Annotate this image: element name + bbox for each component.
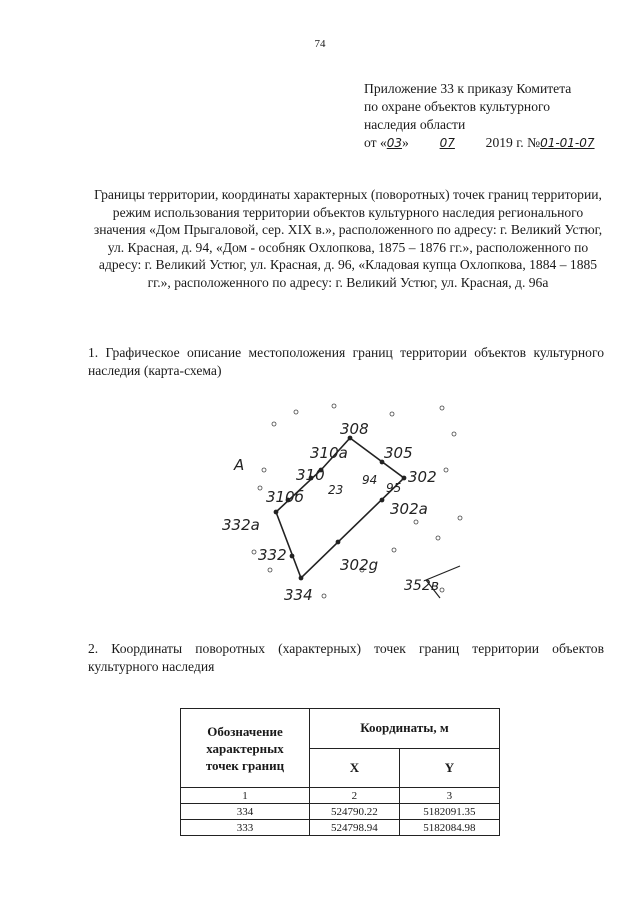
appendix-line-2: по охране объектов культурного (364, 99, 551, 114)
point-332 (290, 554, 295, 559)
point-cell: 334 (181, 804, 310, 820)
label-302g: 302g (340, 556, 379, 574)
y-cell: 5182091.35 (399, 804, 499, 820)
x-cell: 524790.22 (310, 804, 400, 820)
label-352v: 352в (404, 578, 439, 594)
appendix-header (364, 80, 624, 152)
x-cell: 524798.94 (310, 820, 400, 836)
point-302g (336, 540, 341, 545)
header-name-line-1: Обозначение (207, 723, 283, 739)
point-302a (380, 498, 385, 503)
header-name-line-2: характерных (206, 740, 284, 756)
document-title: Границы территории, координаты характерных (поворотных) точек границ территории, режим использования территории объектов культурного наследия регионального значения «Дом Прыгаловой, сер. XIX в.», расположенного по адресу: г. Великий Устюг, ул. Красная, д. 94, «Дом - особняк Охлопкова, 1875 – 1876 гг.», расположенного по адресу: г. Великий Устюг, ул. Красная, д. 96, «Кладовая купца Охлопкова, 1884 – 1885 гг.», расположенного по адресу: г. Великий Устюг, ул. Красная, д. 96а (93, 187, 603, 290)
order-number: 01-01-07 (540, 136, 595, 150)
label-310a: 310a (310, 444, 348, 462)
label-a: А (234, 456, 245, 474)
header-name-line-3: точек границ (205, 757, 285, 773)
label-310b: 310б (266, 488, 304, 506)
point-302 (402, 476, 407, 481)
label-332: 332 (258, 546, 287, 564)
date-mid: » (402, 135, 409, 150)
header-point-name (181, 709, 310, 788)
label-334: 334 (284, 586, 313, 604)
table-row (181, 820, 500, 836)
index-cell: 3 (399, 788, 499, 804)
section-1-heading: 1. Графическое описание местоположения границ территории объектов культурного наследия (карта-схема) (88, 345, 604, 378)
index-cell: 1 (181, 788, 310, 804)
table-index-row (181, 788, 500, 804)
y-cell: 5182084.98 (399, 820, 499, 836)
coordinates-table (180, 708, 500, 836)
appendix-date-line (364, 134, 624, 152)
header-y: Y (399, 748, 499, 788)
date-prefix: от « (364, 135, 387, 150)
page-number: 74 (314, 38, 326, 50)
table-row (181, 804, 500, 820)
label-305: 305 (384, 444, 413, 462)
header-coordinates: Координаты, м (310, 709, 500, 749)
date-year: 2019 г. № (485, 135, 541, 150)
label-310: 310 (296, 466, 325, 484)
point-332a (274, 510, 279, 515)
point-cell: 333 (181, 820, 310, 836)
appendix-line-1: Приложение 33 к приказу Комитета (364, 81, 572, 96)
label-332a: 332a (222, 516, 260, 534)
boundary-map-scheme (214, 400, 474, 612)
section-2-heading: 2. Координаты поворотных (характерных) точек границ территории объектов культурного наследия (88, 641, 604, 674)
label-302a: 302a (390, 500, 428, 518)
label-308: 308 (340, 420, 369, 438)
header-x: X (310, 748, 400, 788)
date-day: 03 (386, 136, 403, 150)
point-334 (299, 576, 304, 581)
label-94: 94 (362, 473, 378, 487)
label-95: 95 (386, 481, 402, 495)
appendix-line-3: наследия области (364, 117, 466, 132)
date-month: 07 (439, 136, 455, 150)
label-302: 302 (408, 468, 437, 486)
label-23: 23 (328, 483, 344, 497)
index-cell: 2 (310, 788, 400, 804)
